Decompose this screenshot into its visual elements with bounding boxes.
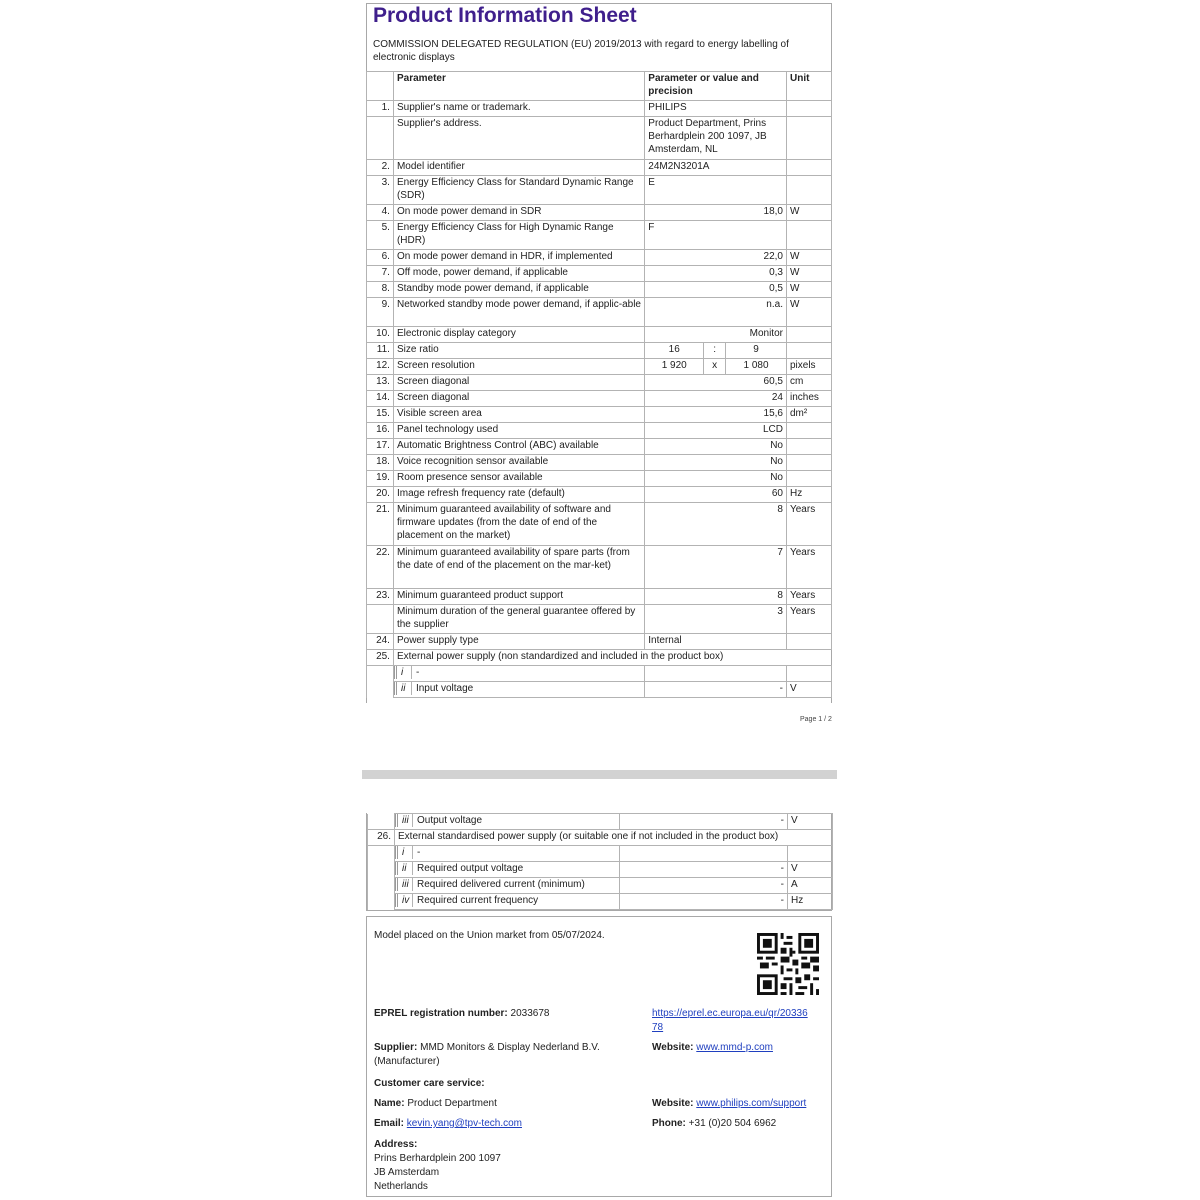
table-row: [368, 830, 833, 846]
row-unit: [786, 101, 831, 117]
row-parameter: External power supply (non standardized and included in the product box): [393, 650, 831, 666]
row-number: 11.: [367, 343, 394, 359]
table-row: [367, 503, 832, 546]
row-number: 6.: [367, 250, 394, 266]
footer-box: [366, 916, 832, 1197]
row-value: 0,5: [645, 282, 787, 298]
row-number: 3.: [367, 176, 394, 205]
row-value-b: 1 080: [726, 359, 787, 375]
row-unit: pixels: [786, 359, 831, 375]
row-parameter: On mode power demand in SDR: [393, 205, 644, 221]
row-parameter: Supplier's address.: [393, 117, 644, 160]
row-parameter: Minimum guaranteed availability of software and firmware updates (from the date of end of the placement on the market): [393, 503, 644, 546]
row-unit: [786, 455, 831, 471]
sub-row-parameter: Output voltage: [417, 815, 483, 826]
support-website-row: [652, 1097, 806, 1111]
row-unit: [786, 160, 831, 176]
row-parameter: Voice recognition sensor available: [393, 455, 644, 471]
header-value: Parameter or value and precision: [645, 72, 787, 101]
email-link[interactable]: kevin.yang@tpv-tech.com: [406, 1118, 522, 1129]
row-parameter: Minimum guaranteed availability of spare parts (from the date of end of the placement on the mar-ket): [393, 546, 644, 589]
row-parameter: Screen diagonal: [393, 375, 644, 391]
row-unit: W: [786, 250, 831, 266]
row-value: No: [645, 439, 787, 455]
address-line-2: JB Amsterdam: [374, 1167, 440, 1178]
sub-row: [368, 814, 833, 830]
sub-row-index: iii: [395, 878, 413, 891]
regulation-subtitle: COMMISSION DELEGATED REGULATION (EU) 2019/2013 with regard to energy labelling of electronic displays: [373, 39, 789, 63]
row-value-separator: :: [704, 343, 726, 359]
row-parameter: Visible screen area: [393, 407, 644, 423]
row-parameter: Minimum guaranteed product support: [393, 589, 644, 605]
row-parameter: Energy Efficiency Class for High Dynamic Range (HDR): [393, 221, 644, 250]
phone-row: [652, 1117, 776, 1131]
sub-row-parameter-cell: [393, 682, 644, 698]
sub-row: [368, 894, 833, 910]
row-value: Product Department, Prins Berhardplein 200 1097, JB Amsterdam, NL: [645, 117, 787, 160]
row-parameter: Standby mode power demand, if applicable: [393, 282, 644, 298]
row-value: n.a.: [645, 298, 787, 327]
sub-row-spacer: [368, 814, 395, 830]
sub-row-parameter: -: [415, 667, 420, 678]
sub-row-value: [645, 666, 787, 682]
table-row: [367, 117, 832, 160]
sub-row-parameter-cell: [395, 846, 620, 862]
table-row: [367, 375, 832, 391]
eprel-link[interactable]: https://eprel.ec.europa.eu/qr/2033678: [652, 1008, 808, 1033]
sub-row-unit: [786, 666, 831, 682]
sub-row-spacer: [368, 878, 395, 894]
sub-row-parameter: Input voltage: [415, 683, 474, 694]
table-row: [367, 605, 832, 634]
row-number: 23.: [367, 589, 394, 605]
row-value: 24: [645, 391, 787, 407]
row-unit: Years: [786, 503, 831, 546]
table-row: [367, 250, 832, 266]
page-2: [366, 813, 832, 911]
support-website-label: Website:: [652, 1098, 694, 1109]
row-value: Monitor: [645, 327, 787, 343]
row-parameter: Automatic Brightness Control (ABC) available: [393, 439, 644, 455]
page-number: Page 1 / 2: [800, 716, 832, 723]
row-number: 18.: [367, 455, 394, 471]
sub-row-unit: [788, 846, 833, 862]
table-row: [367, 471, 832, 487]
phone-label: Phone:: [652, 1118, 686, 1129]
sub-row-spacer: [367, 682, 394, 698]
row-parameter: Screen diagonal: [393, 391, 644, 407]
table-row: [367, 455, 832, 471]
row-unit: Years: [786, 605, 831, 634]
power-supply-table: [367, 813, 833, 910]
support-website-link[interactable]: www.philips.com/support: [696, 1098, 807, 1109]
row-value: 7: [645, 546, 787, 589]
sub-row-value: -: [645, 682, 787, 698]
sub-row-spacer: [367, 666, 394, 682]
sub-row-spacer: [368, 862, 395, 878]
address-line-1: Prins Berhardplein 200 1097: [374, 1153, 501, 1164]
qr-code-icon: [757, 933, 819, 995]
table-row: [367, 487, 832, 503]
sub-row-value: -: [620, 878, 788, 894]
row-parameter: Screen resolution: [393, 359, 644, 375]
row-unit: [786, 117, 831, 160]
row-number: 13.: [367, 375, 394, 391]
row-value: 22,0: [645, 250, 787, 266]
name-row: [374, 1097, 497, 1111]
customer-care-heading: Customer care service:: [374, 1078, 485, 1089]
row-unit: inches: [786, 391, 831, 407]
table-row: [367, 650, 832, 666]
sub-row-unit: A: [788, 878, 833, 894]
sub-row-index: i: [395, 846, 413, 859]
supplier-name: MMD Monitors & Display Nederland B.V. (Manufacturer): [374, 1042, 600, 1067]
table-row: [367, 176, 832, 205]
table-row: [367, 589, 832, 605]
row-number: [367, 117, 394, 160]
sub-row-value: [620, 846, 788, 862]
name-label: Name:: [374, 1098, 405, 1109]
row-number: 26.: [368, 830, 395, 846]
row-unit: cm: [786, 375, 831, 391]
row-unit: dm²: [786, 407, 831, 423]
row-number: 9.: [367, 298, 394, 327]
sub-row-parameter-cell: [395, 862, 620, 878]
row-value: 3: [645, 605, 787, 634]
row-parameter: Energy Efficiency Class for Standard Dynamic Range (SDR): [393, 176, 644, 205]
row-unit: [786, 221, 831, 250]
table-header: [367, 72, 832, 101]
row-value: 18,0: [645, 205, 787, 221]
row-number: 12.: [367, 359, 394, 375]
row-number: 8.: [367, 282, 394, 298]
row-parameter: Supplier's name or trademark.: [393, 101, 644, 117]
email-label: Email:: [374, 1118, 405, 1129]
table-row: [367, 282, 832, 298]
row-value: LCD: [645, 423, 787, 439]
row-number: 21.: [367, 503, 394, 546]
row-value: 24M2N3201A: [645, 160, 787, 176]
row-parameter: Image refresh frequency rate (default): [393, 487, 644, 503]
phone-number: +31 (0)20 504 6962: [688, 1118, 777, 1129]
row-unit: [786, 176, 831, 205]
sub-row-parameter-cell: [395, 814, 620, 830]
sub-row-parameter: Required delivered current (minimum): [417, 879, 585, 890]
table-row: [367, 439, 832, 455]
sub-row-value: -: [620, 814, 788, 830]
sub-row: [367, 666, 832, 682]
row-value-a: 1 920: [645, 359, 704, 375]
header-parameter: Parameter: [393, 72, 644, 101]
table-row: [367, 221, 832, 250]
row-number: 25.: [367, 650, 394, 666]
table-row: [367, 359, 832, 375]
row-unit: W: [786, 298, 831, 327]
row-value-separator: x: [704, 359, 726, 375]
row-number: 17.: [367, 439, 394, 455]
row-value: Internal: [645, 634, 787, 650]
table-row: [367, 266, 832, 282]
row-value: F: [645, 221, 787, 250]
name-value: Product Department: [407, 1098, 497, 1109]
sub-row-unit: V: [788, 862, 833, 878]
row-value: 8: [645, 503, 787, 546]
row-number: 15.: [367, 407, 394, 423]
supplier-label: Supplier:: [374, 1042, 418, 1053]
row-unit: [786, 423, 831, 439]
row-number: 14.: [367, 391, 394, 407]
sub-row-index: i: [394, 666, 412, 679]
row-number: 5.: [367, 221, 394, 250]
address-label: Address:: [374, 1139, 418, 1150]
sub-row-value: -: [620, 894, 788, 910]
row-number: [367, 605, 394, 634]
address-line-3: Netherlands: [374, 1181, 428, 1192]
sub-row-parameter: Required current frequency: [417, 895, 539, 906]
table-row: [367, 546, 832, 589]
row-parameter: Model identifier: [393, 160, 644, 176]
row-unit: Hz: [786, 487, 831, 503]
sub-row: [368, 846, 833, 862]
table-row: [367, 160, 832, 176]
row-parameter: Electronic display category: [393, 327, 644, 343]
table-row: [367, 298, 832, 327]
sub-row: [368, 862, 833, 878]
row-parameter: Size ratio: [393, 343, 644, 359]
row-number: 2.: [367, 160, 394, 176]
row-parameter: On mode power demand in HDR, if implemented: [393, 250, 644, 266]
row-value-a: 16: [645, 343, 704, 359]
row-unit: [786, 634, 831, 650]
table-row: [367, 391, 832, 407]
row-unit: [786, 327, 831, 343]
table-row: [367, 343, 832, 359]
product-info-table: [366, 71, 832, 698]
row-unit: W: [786, 205, 831, 221]
sub-row-index: iv: [395, 894, 413, 907]
website-link[interactable]: www.mmd-p.com: [696, 1042, 773, 1053]
row-value: No: [645, 455, 787, 471]
row-parameter: Networked standby mode power demand, if applic-able: [393, 298, 644, 327]
row-parameter: Power supply type: [393, 634, 644, 650]
row-number: 10.: [367, 327, 394, 343]
sub-row-spacer: [368, 846, 395, 862]
sub-row-parameter: Required output voltage: [417, 863, 524, 874]
row-parameter: External standardised power supply (or suitable one if not included in the product box): [395, 830, 833, 846]
sub-row-index: ii: [395, 862, 413, 875]
sub-row-index: ii: [394, 682, 412, 695]
row-number: 19.: [367, 471, 394, 487]
row-number: 24.: [367, 634, 394, 650]
row-number: 7.: [367, 266, 394, 282]
row-value: PHILIPS: [645, 101, 787, 117]
row-number: 16.: [367, 423, 394, 439]
row-unit: Years: [786, 546, 831, 589]
row-unit: [786, 471, 831, 487]
table-row: [367, 327, 832, 343]
row-parameter: Panel technology used: [393, 423, 644, 439]
row-unit: Years: [786, 589, 831, 605]
row-value: 60,5: [645, 375, 787, 391]
email-row: [374, 1117, 522, 1131]
sub-row-parameter-cell: [395, 878, 620, 894]
sub-row-value: -: [620, 862, 788, 878]
sub-row-parameter-cell: [395, 894, 620, 910]
table-row: [367, 423, 832, 439]
sub-row-unit: V: [786, 682, 831, 698]
table-row: [367, 205, 832, 221]
row-parameter: Minimum duration of the general guarantee offered by the supplier: [393, 605, 644, 634]
row-unit: W: [786, 266, 831, 282]
row-value: 0,3: [645, 266, 787, 282]
address-block: [374, 1138, 501, 1194]
table-row: [367, 407, 832, 423]
eprel-number: 2033678: [510, 1008, 550, 1019]
sub-row: [368, 878, 833, 894]
sub-row-unit: Hz: [788, 894, 833, 910]
row-number: 1.: [367, 101, 394, 117]
row-unit: W: [786, 282, 831, 298]
row-value: E: [645, 176, 787, 205]
supplier-row: [374, 1041, 634, 1069]
eprel-row: [374, 1007, 549, 1021]
row-unit: [786, 439, 831, 455]
sub-row-unit: V: [788, 814, 833, 830]
table-row: [367, 634, 832, 650]
table-row: [367, 101, 832, 117]
row-value: No: [645, 471, 787, 487]
row-value: 8: [645, 589, 787, 605]
row-number: 22.: [367, 546, 394, 589]
website-label: Website:: [652, 1042, 694, 1053]
sheet-title: Product Information Sheet: [373, 4, 637, 27]
row-value-b: 9: [726, 343, 787, 359]
row-parameter: Room presence sensor available: [393, 471, 644, 487]
sub-row: [367, 682, 832, 698]
row-number: 4.: [367, 205, 394, 221]
sub-row-parameter: -: [417, 847, 421, 858]
row-value: 60: [645, 487, 787, 503]
row-parameter: Off mode, power demand, if applicable: [393, 266, 644, 282]
row-number: 20.: [367, 487, 394, 503]
header-unit: Unit: [786, 72, 831, 101]
eprel-label: EPREL registration number:: [374, 1008, 508, 1019]
market-date: Model placed on the Union market from 05/07/2024.: [374, 930, 605, 941]
row-value: 15,6: [645, 407, 787, 423]
website-row: [652, 1041, 773, 1055]
row-unit: [786, 343, 831, 359]
header-num-cell: [367, 72, 394, 101]
sub-row-index: iii: [395, 814, 413, 827]
sub-row-spacer: [368, 894, 395, 910]
sub-row-parameter-cell: [393, 666, 644, 682]
page-divider: [362, 770, 837, 779]
